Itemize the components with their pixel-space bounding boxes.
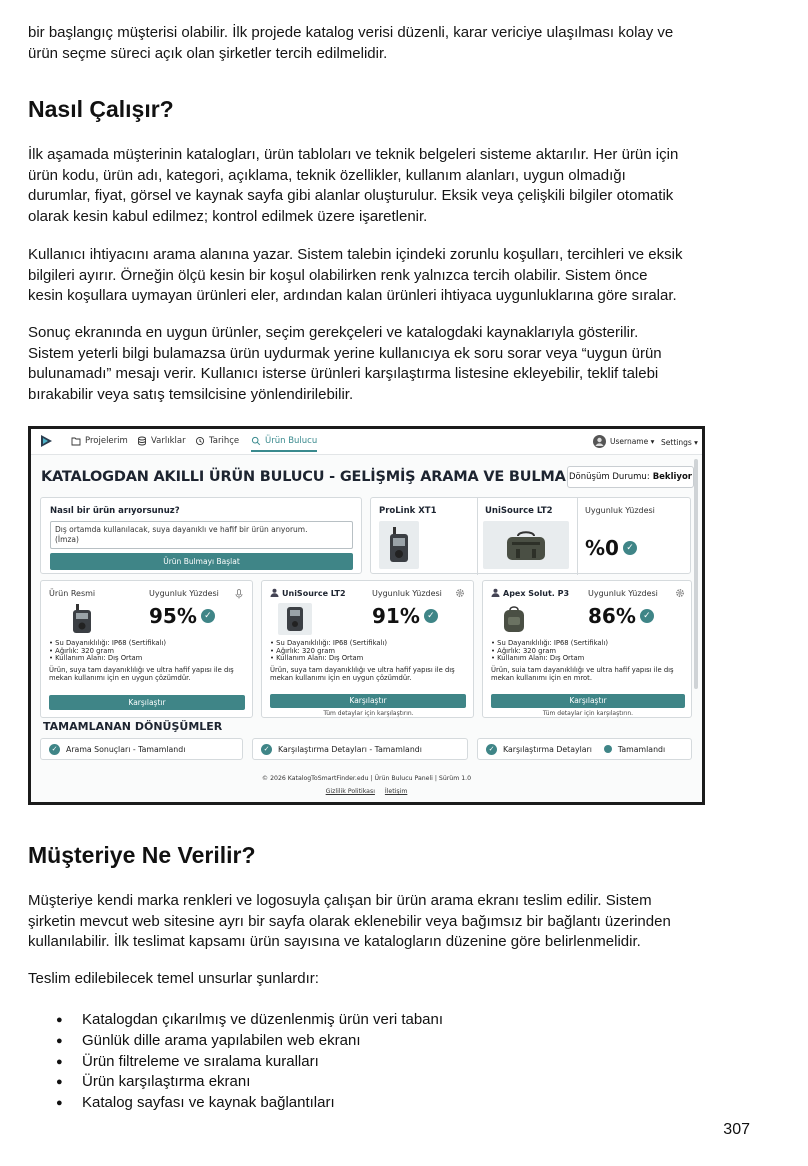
compare-button[interactable]: Karşılaştır [270,694,466,708]
deliverables-list [56,1010,443,1114]
product-thumbnail [483,521,569,569]
status-dot [604,745,612,753]
page-number: 307 [723,1121,750,1138]
app-logo-icon [39,434,53,448]
list-item: ● Ürün karşılaştırma ekranı [56,1072,443,1093]
nav-projects[interactable]: Projelerim [71,436,128,446]
match-score: 95% ✓ [149,604,215,628]
product-description: Ürün, suia tam dayanıklılığı ve ultra hafif yapısı ile dış mekan kullanımı için en mrot. [491,666,674,682]
completed-item[interactable]: ✓ Arama Sonuçları - Tamamlandı [40,738,243,760]
paragraph-5: Teslim edilebilecek temel unsurlar şunlardır: [28,970,319,987]
app-footer: © 2026 KatalogToSmartFinder.edu | Ürün Bulucu Paneli | Sürüm 1.0 [261,775,472,782]
product-specs: • Su Dayanıklılığı: IP68 (Sertifikalı) • Ağırlık: 320 gram • Kullanım Alanı: Dış Ortam [491,639,608,663]
list-item: ● Ürün filtreleme ve sıralama kuralları [56,1052,443,1073]
product-name: UniSource LT2 [282,589,346,598]
footer-links [31,788,702,795]
paragraph-4: Müşteriye kendi marka renkleri ve logosuyla çalışan bir ürün arama ekranı teslim edilir. Sistem şirketin mevcut web sitesine ayrı bir sayfa olarak eklenebilir veya bağımsız bir bağlantı üzerinden kullanılabilir. İlk teslimat kapsamı ürün sayısına ve katalogların düzenine göre belirlenmelidir. [28,892,671,950]
top-score: %0 ✓ [585,536,637,560]
app-title: KATALOGDAN AKILLI ÜRÜN BULUCU - GELİŞMİŞ ARAMA VE BULMA [41,469,566,485]
database-icon [137,436,147,446]
settings-menu[interactable]: Settings ▾ [661,438,698,447]
compare-note: Tüm detaylar için karşılaştırın. [323,710,414,717]
user-menu[interactable]: Username ▾ [593,435,654,448]
check-icon: ✓ [623,541,637,555]
conversion-status: Dönüşüm Durumu: Bekliyor [567,466,694,488]
check-icon: ✓ [640,609,654,623]
list-item: ● Katalog sayfası ve kaynak bağlantıları [56,1093,443,1114]
avatar-icon [593,435,606,448]
match-score: 86% ✓ [588,604,654,628]
nav-assets[interactable]: Varlıklar [137,436,186,446]
completed-heading: TAMAMLANAN DÖNÜŞÜMLER [43,720,223,733]
top-product-name-1: ProLink XT1 [379,506,437,516]
paragraph-3: Sonuç ekranında en uygun ürünler, seçim gerekçeleri ve katalogdaki kaynaklarıyla gösterilir. Sistem yeterli bilgi bulamazsa ürün uydurmak yerine kullanıcıya ek soru sorar veya “uygun ürün bulunamadı” mesajı verir. Kullanıcı isterse ürünleri karşılaştırma listesine ekleyebilir, teklif talebi bırakabilir veya satış temsilcisine yönlendirilebilir. [28,324,662,403]
backpack-icon [501,605,527,633]
bag-icon [504,528,548,562]
match-score: 91% ✓ [372,604,438,628]
search-card [40,497,362,574]
compare-note: Tüm detaylar için karşılaştırın. [542,710,634,717]
product-specs: • Su Dayanıklılığı: IP68 (Sertifikalı) • Ağırlık: 320 gram • Kullanım Alanı: Dış Ortam [49,639,166,663]
score-label: Uygunluk Yüzdesi [372,589,442,598]
product-description: Ürün, suya tam dayanıklılığı ve ultra hafif yapısı ile dış mekan kullanımı için en uygun çözümdür. [49,666,234,682]
check-icon: ✓ [486,744,497,755]
gear-icon[interactable] [675,588,685,598]
result-card [261,580,474,718]
folder-icon [71,436,81,446]
product-thumbnail [65,603,99,635]
product-specs: • Su Dayanıklılığı: IP68 (Sertifikalı) • Ağırlık: 320 gram • Kullanım Alanı: Dış Ortam [270,639,387,663]
check-icon: ✓ [424,609,438,623]
scrollbar[interactable] [694,459,698,689]
score-label: Uygunluk Yüzdesi [149,589,219,598]
radio-device-icon [284,605,306,633]
start-search-button[interactable]: Ürün Bulmayı Başlat [50,553,353,570]
user-icon [270,588,279,597]
privacy-link[interactable]: Gizlilik Politikası [325,788,375,795]
contact-link[interactable]: İletişim [384,788,408,795]
completed-item[interactable]: ✓ Karşılaştırma Detayları Tamamlandı [477,738,692,760]
product-thumbnail [497,603,531,635]
nav-product-finder[interactable]: Ürün Bulucu [251,436,317,446]
app-screenshot [28,426,705,805]
top-products-card [370,497,691,574]
user-icon [491,588,500,597]
microphone-icon[interactable] [235,589,243,599]
completed-item[interactable]: ✓ Karşılaştırma Detayları - Tamamlandı [252,738,468,760]
product-description: Ürün, suya tam dayanıklılığı ve ultra hafif yapısı ile dış mekan kullanımı için en uygun çözümdür. [270,666,455,682]
search-icon [251,436,261,446]
top-navigation [31,429,702,455]
compare-button[interactable]: Karşılaştır [49,695,245,710]
radio-device-icon [386,526,412,564]
product-thumbnail [278,603,312,635]
nav-history[interactable]: Tarihçe [195,436,239,446]
section-heading-what-delivered: Müşteriye Ne Verilir? [28,842,256,868]
search-question: Nasıl bir ürün arıyorsunuz? [50,506,180,516]
gear-icon[interactable] [455,588,465,598]
section-heading-how-it-works: Nasıl Çalışır? [28,96,174,122]
check-icon: ✓ [261,744,272,755]
paragraph-2: Kullanıcı ihtiyacını arama alanına yazar. Sistem talebin içindeki zorunlu koşulları, tercihleri ve eksik bilgileri ayırır. Örneğin ölçü kesin bir koşul olabilirken renk yalnızca tercih olabilir. Sistem önce kesin koşullara uymayan ürünleri eler, ardından kalan ürünleri ihtiyaca uygunluklarına göre sıralar. [28,246,683,304]
check-icon: ✓ [49,744,60,755]
intro-paragraph: bir başlangıç müşterisi olabilir. İlk projede katalog verisi düzenli, karar vericiye ulaşılması kolay ve ürün seçme süreci açık olan şirketler tercih edilmelidir. [28,24,674,62]
radio-device-icon [70,604,94,634]
product-thumbnail [379,521,419,569]
history-icon [195,436,205,446]
compare-button[interactable]: Karşılaştır [491,694,685,708]
paragraph-1: İlk aşamada müşterinin katalogları, ürün tabloları ve teknik belgeleri sisteme aktarılır. Her ürün için ürün kodu, ürün adı, kategori, açıklama, teknik özellikler, kullanım alanları, uygun olmadığı durumlar, fiyat, görsel ve kaynak sayfa gibi alanlar oluşturulur. Eksik veya çelişkili bilgiler otomatik olarak kesin kabul edilmez; kontrol edilmek üzere işaretlenir. [28,146,679,225]
product-name: Apex Solut. P3 [503,589,570,598]
score-label: Uygunluk Yüzdesi [585,506,655,515]
list-item: ● Günlük dille arama yapılabilen web ekranı [56,1031,443,1052]
list-item: ● Katalogdan çıkarılmış ve düzenlenmiş ürün veri tabanı [56,1010,443,1031]
top-product-name-2: UniSource LT2 [485,506,553,516]
result-card [40,580,253,718]
product-image-label: Ürün Resmi [49,589,96,598]
result-card [482,580,692,718]
search-textarea[interactable]: Dış ortamda kullanılacak, suya dayanıklı ve hafif bir ürün arıyorum. (İmza) [50,521,353,549]
check-icon: ✓ [201,609,215,623]
score-label: Uygunluk Yüzdesi [588,589,658,598]
